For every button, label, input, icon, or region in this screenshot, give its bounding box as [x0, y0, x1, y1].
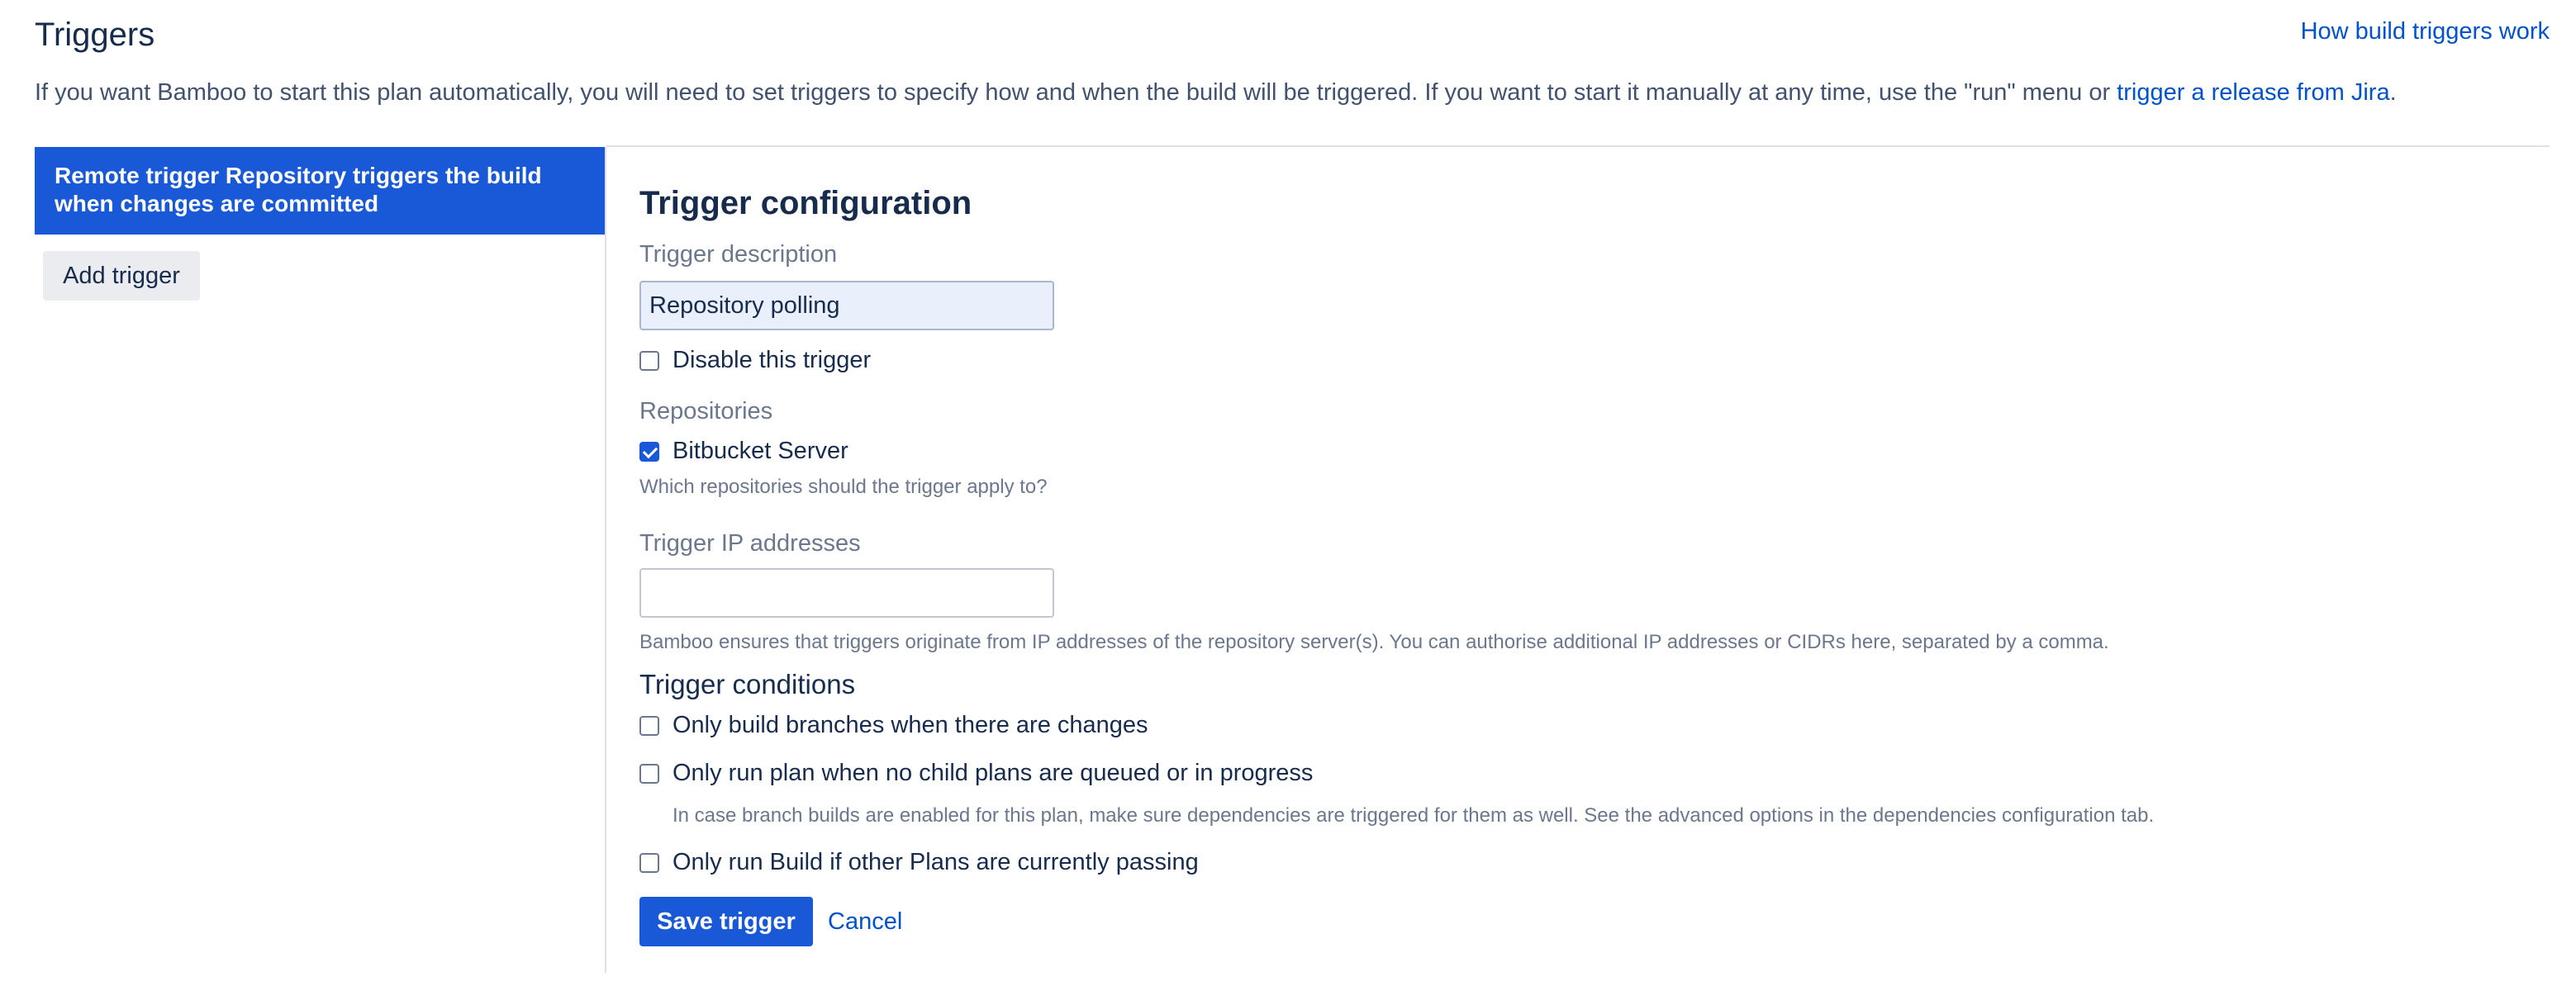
bitbucket-server-checkbox[interactable]	[639, 442, 659, 462]
trigger-ip-addresses-input[interactable]	[639, 568, 1054, 618]
condition-row-branches[interactable]	[639, 712, 1148, 739]
sidebar-item-remote-trigger[interactable]: Remote trigger Repository triggers the build when changes are committed	[35, 147, 605, 235]
disable-trigger-checkbox[interactable]	[639, 351, 659, 371]
how-build-triggers-work-link[interactable]: How build triggers work	[2300, 18, 2550, 45]
intro-text-end: .	[2389, 79, 2397, 106]
child-plans-help-text: In case branch builds are enabled for this plan, make sure dependencies are triggered for them as well. See the advanced options in the dependencies configuration tab.	[673, 804, 2155, 827]
trigger-conditions-title: Trigger conditions	[639, 669, 856, 699]
other-plans-passing-checkbox[interactable]	[639, 853, 659, 873]
no-child-plans-label: Only run plan when no child plans are queued or in progress	[673, 760, 1314, 786]
trigger-description-input[interactable]	[639, 281, 1054, 330]
other-plans-passing-label: Only run Build if other Plans are currently passing	[673, 849, 1199, 875]
header-divider	[606, 145, 2550, 147]
cancel-link[interactable]: Cancel	[828, 908, 903, 935]
trigger-description-label: Trigger description	[639, 241, 838, 268]
trigger-release-from-jira-link[interactable]: trigger a release from Jira	[2117, 79, 2390, 106]
repository-row[interactable]	[639, 438, 848, 465]
condition-row-child-plans[interactable]	[639, 760, 1313, 787]
no-child-plans-checkbox[interactable]	[639, 764, 659, 784]
add-trigger-button[interactable]: Add trigger	[43, 251, 200, 301]
condition-row-other-plans[interactable]	[639, 849, 1199, 876]
disable-trigger-row[interactable]	[639, 347, 871, 374]
only-build-branches-label: Only build branches when there are changes	[673, 712, 1148, 738]
intro-text	[35, 79, 2397, 107]
repositories-label: Repositories	[639, 398, 773, 424]
page-title: Triggers	[35, 17, 155, 53]
save-trigger-button[interactable]: Save trigger	[639, 897, 813, 946]
disable-trigger-label: Disable this trigger	[673, 347, 872, 373]
repositories-help-text: Which repositories should the trigger apply to?	[639, 476, 1048, 498]
panel-divider	[605, 147, 606, 973]
trigger-ip-addresses-label: Trigger IP addresses	[639, 530, 861, 557]
only-build-branches-checkbox[interactable]	[639, 716, 659, 736]
trigger-configuration-title: Trigger configuration	[639, 185, 972, 221]
intro-text-body: If you want Bamboo to start this plan automatically, you will need to set triggers to specify how and when the build will be triggered. If you want to start it manually at any time, use the "run" menu or	[35, 79, 2117, 106]
bitbucket-server-label: Bitbucket Server	[673, 438, 848, 464]
ip-addresses-help-text: Bamboo ensures that triggers originate from IP addresses of the repository server(s). You can authorise additional IP addresses or CIDRs here, separated by a comma.	[639, 631, 2109, 653]
